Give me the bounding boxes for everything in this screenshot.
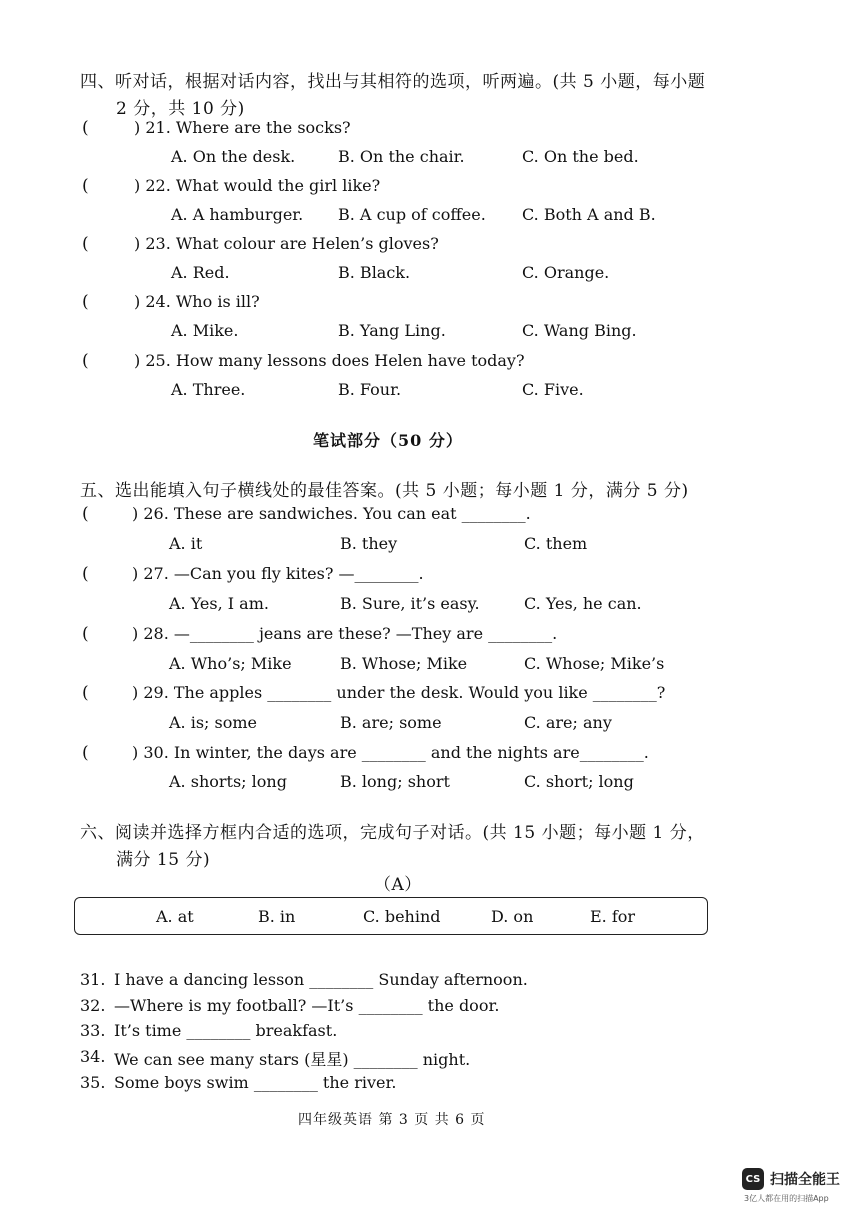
section6-title-line2: 满分 15 分): [116, 850, 211, 870]
answer-paren[interactable]: (: [82, 624, 89, 644]
option-a: A. Three.: [171, 380, 246, 399]
option-c: C. Whose; Mike’s: [524, 654, 665, 673]
section5-title: 五、选出能填入句子横线处的最佳答案。(共 5 小题；每小题 1 分，满分 5 分): [80, 481, 689, 501]
answer-paren[interactable]: (: [82, 292, 89, 312]
camscanner-icon: CS: [742, 1168, 764, 1190]
answer-paren[interactable]: (: [82, 683, 89, 703]
sentence-text: We can see many stars (星星) ________ night.: [114, 1050, 471, 1069]
option-c: C. Yes, he can.: [524, 594, 642, 613]
answer-paren[interactable]: (: [82, 118, 89, 138]
answer-paren[interactable]: (: [82, 743, 89, 763]
box-option-e: E. for: [590, 907, 636, 926]
scanner-watermark: [742, 1168, 840, 1190]
option-a: A. Mike.: [171, 321, 239, 340]
question-stem: ) 25. How many lessons does Helen have today?: [134, 351, 525, 370]
option-c: C. On the bed.: [522, 147, 639, 166]
box-option-c: C. behind: [363, 907, 441, 926]
box-option-b: B. in: [258, 907, 296, 926]
option-c: C. Five.: [522, 380, 584, 399]
answer-paren[interactable]: (: [82, 176, 89, 196]
sentence-number: 31.: [80, 970, 106, 989]
answer-paren[interactable]: (: [82, 504, 89, 524]
question-stem: ) 30. In winter, the days are ________ and the nights are________.: [132, 743, 649, 762]
option-c: C. them: [524, 534, 588, 553]
written-part-title: 笔试部分（50 分）: [313, 431, 463, 450]
option-c: C. Wang Bing.: [522, 321, 637, 340]
option-b: B. A cup of coffee.: [338, 205, 486, 224]
sentence-number: 34.: [80, 1047, 106, 1066]
option-c: C. Orange.: [522, 263, 610, 282]
option-a: A. Red.: [171, 263, 230, 282]
question-stem: ) 26. These are sandwiches. You can eat ________.: [132, 504, 531, 523]
option-b: B. Four.: [338, 380, 402, 399]
watermark-tagline: 3亿人都在用的扫描App: [744, 1194, 829, 1203]
question-stem: ) 22. What would the girl like?: [134, 176, 381, 195]
option-b: B. Whose; Mike: [340, 654, 468, 673]
sentence-number: 32.: [80, 996, 106, 1015]
question-stem: ) 23. What colour are Helen’s gloves?: [134, 234, 439, 253]
sentence-text: —Where is my football? —It’s ________ the door.: [114, 996, 500, 1015]
option-a: A. it: [169, 534, 203, 553]
sentence-number: 35.: [80, 1073, 106, 1092]
page-footer: 四年级英语 第 3 页 共 6 页: [298, 1112, 486, 1128]
option-a: A. shorts; long: [169, 772, 287, 791]
question-stem: ) 29. The apples ________ under the desk. Would you like ________?: [132, 683, 666, 702]
question-stem: ) 27. —Can you fly kites? —________.: [132, 564, 424, 583]
option-a: A. A hamburger.: [171, 205, 304, 224]
sentence-text: Some boys swim ________ the river.: [114, 1073, 397, 1092]
option-a: A. Who’s; Mike: [169, 654, 292, 673]
part-label: （A）: [374, 875, 422, 895]
sentence-number: 33.: [80, 1021, 106, 1040]
option-b: B. Sure, it’s easy.: [340, 594, 480, 613]
option-c: C. are; any: [524, 713, 612, 732]
option-a: A. Yes, I am.: [169, 594, 269, 613]
option-c: C. Both A and B.: [522, 205, 656, 224]
box-option-d: D. on: [491, 907, 534, 926]
section4-title-line1: 四、听对话，根据对话内容，找出与其相符的选项，听两遍。(共 5 小题，每小题: [80, 72, 706, 92]
option-b: B. On the chair.: [338, 147, 465, 166]
option-a: A. On the desk.: [171, 147, 296, 166]
box-option-a: A. at: [156, 907, 194, 926]
section6-title-line1: 六、阅读并选择方框内合适的选项，完成句子对话。(共 15 小题；每小题 1 分，: [80, 823, 705, 843]
sentence-text: I have a dancing lesson ________ Sunday afternoon.: [114, 970, 528, 989]
option-a: A. is; some: [169, 713, 258, 732]
sentence-text: It’s time ________ breakfast.: [114, 1021, 338, 1040]
option-c: C. short; long: [524, 772, 634, 791]
option-b: B. are; some: [340, 713, 442, 732]
option-b: B. Black.: [338, 263, 411, 282]
option-b: B. long; short: [340, 772, 450, 791]
watermark-name: 扫描全能王: [770, 1172, 840, 1188]
option-b: B. they: [340, 534, 398, 553]
answer-paren[interactable]: (: [82, 351, 89, 371]
question-stem: ) 21. Where are the socks?: [134, 118, 351, 137]
question-stem: ) 28. —________ jeans are these? —They are ________.: [132, 624, 558, 643]
question-stem: ) 24. Who is ill?: [134, 292, 260, 311]
answer-paren[interactable]: (: [82, 234, 89, 254]
option-b: B. Yang Ling.: [338, 321, 446, 340]
section4-title-line2: 2 分，共 10 分): [116, 99, 245, 119]
answer-paren[interactable]: (: [82, 564, 89, 584]
